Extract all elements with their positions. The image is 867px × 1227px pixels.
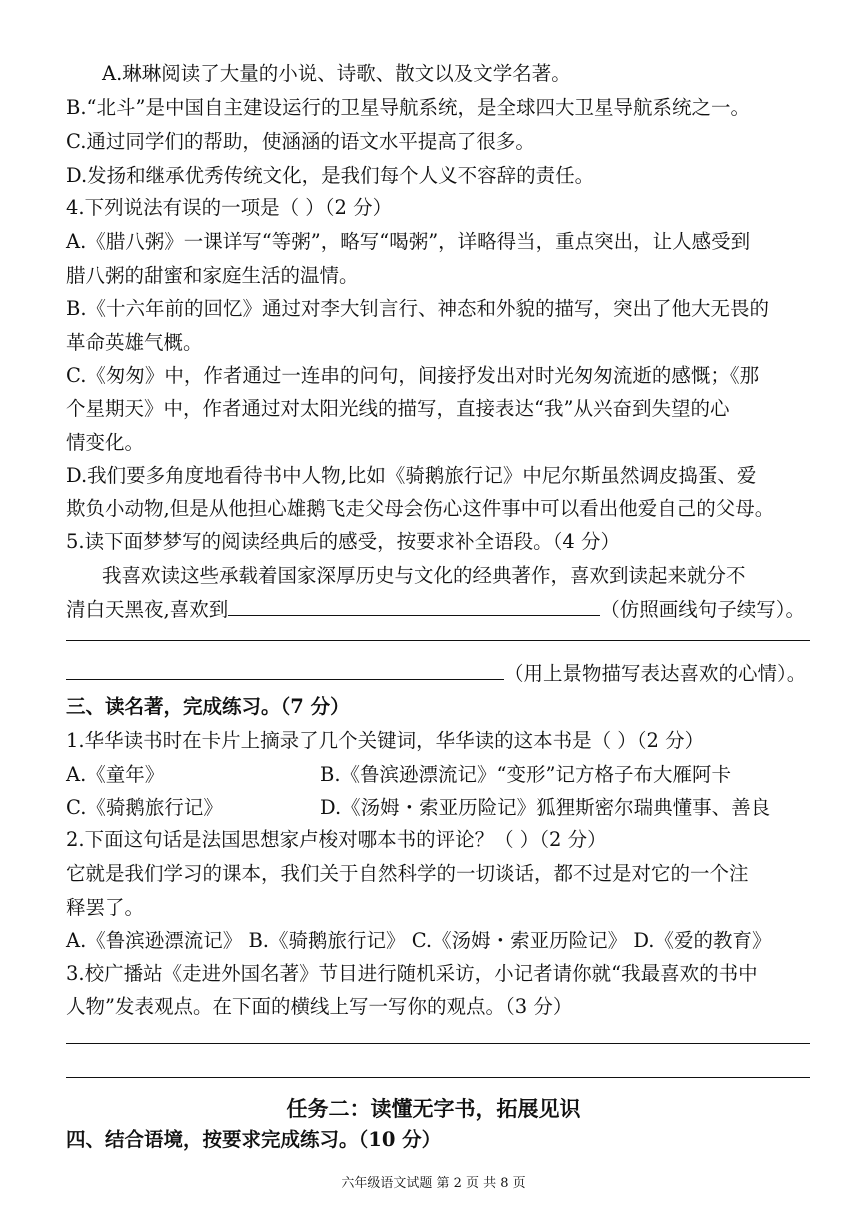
answer-blank[interactable] [228, 597, 600, 616]
s3q2-options: A.《鲁滨逊漂流记》 B.《骑鹅旅行记》 C.《汤姆・索亚历险记》 D.《爱的教育》 [66, 929, 772, 952]
option-a-sentence: A.琳琳阅读了大量的小说、诗歌、散文以及文学名著。 [102, 62, 571, 85]
option-d-sentence: D.发扬和继承优秀传统文化，是我们每个人义不容辞的责任。 [66, 164, 595, 187]
q5-instruction: （仿照画线句子续写）。 [600, 598, 805, 621]
section-3-question-2: 2.下面这句话是法国思想家卢梭对哪本书的评论？（ ）（2 分） [66, 828, 607, 851]
section-3-question-3-line2: 人物”发表观点。在下面的横线上写一写你的观点。（3 分） [66, 995, 573, 1018]
answer-line[interactable] [66, 1077, 810, 1078]
q5-instruction-2: （用上景物描写表达喜欢的心情）。 [504, 662, 807, 685]
q4-option-b-line1: B.《十六年前的回忆》通过对李大钊言行、神态和外貌的描写，突出了他大无畏的 [66, 297, 770, 320]
q5-passage-line2 [66, 597, 805, 622]
q5-passage-line1: 我喜欢读这些承载着国家深厚历史与文化的经典著作，喜欢到读起来就分不 [102, 564, 746, 587]
answer-line[interactable] [66, 640, 810, 641]
q4-option-b-line2: 革命英雄气概。 [66, 331, 203, 354]
s3q1-option-c: C.《骑鹅旅行记》 [66, 796, 223, 819]
question-4: 4.下列说法有误的一项是（ ）（2 分） [66, 196, 393, 219]
section-3-question-1: 1.华华读书时在卡片上摘录了几个关键词，华华读的这本书是（ ）（2 分） [66, 729, 705, 752]
q4-option-c-line1: C.《匆匆》中，作者通过一连串的问句，间接抒发出对时光匆匆流逝的感慨；《那 [66, 364, 760, 387]
q4-option-c-line3: 情变化。 [66, 431, 145, 454]
section-4-heading: 四、结合语境，按要求完成练习。（10 分） [66, 1128, 442, 1151]
q4-option-c-line2: 个星期天》中，作者通过对太阳光线的描写，直接表达“我”从兴奋到失望的心 [66, 397, 730, 420]
q4-option-d-line1: D.我们要多角度地看待书中人物,比如《骑鹅旅行记》中尼尔斯虽然调皮捣蛋、爱 [66, 464, 757, 487]
page-footer: 六年级语文试题 第 2 页 共 8 页 [341, 1176, 526, 1191]
section-3-heading: 三、读名著，完成练习。（7 分） [66, 695, 350, 718]
question-5: 5.读下面梦梦写的阅读经典后的感受，按要求补全语段。（4 分） [66, 530, 620, 553]
option-b-sentence: B.“北斗”是中国自主建设运行的卫星导航系统，是全球四大卫星导航系统之一。 [66, 96, 750, 119]
q5-passage-text: 清白天黑夜,喜欢到 [66, 598, 229, 621]
q5-passage-line4 [66, 661, 806, 686]
s3q1-option-a: A.《童年》 [66, 763, 165, 786]
q4-option-a-line1: A.《腊八粥》一课详写“等粥”，略写“喝粥”，详略得当，重点突出，让人感受到 [66, 230, 751, 253]
s3q1-option-d: D.《汤姆・索亚历险记》狐狸斯密尔瑞典懂事、善良 [320, 796, 771, 819]
q4-option-d-line2: 欺负小动物,但是从他担心雄鹅飞走父母会伤心这件事中可以看出他爱自己的父母。 [66, 497, 775, 520]
answer-line[interactable] [66, 1043, 810, 1044]
rousseau-quote-line2: 释罢了。 [66, 896, 145, 919]
option-c-sentence: C.通过同学们的帮助，使涵涵的语文水平提高了很多。 [66, 130, 535, 153]
q4-option-a-line2: 腊八粥的甜蜜和家庭生活的温情。 [66, 264, 359, 287]
task-2-title: 任务二：读懂无字书，拓展见识 [286, 1096, 581, 1121]
section-3-question-3-line1: 3.校广播站《走进外国名著》节目进行随机采访，小记者请你就“我最喜欢的书中 [66, 962, 758, 985]
s3q1-option-b: B.《鲁滨逊漂流记》“变形”记方格子布大雁阿卡 [320, 763, 731, 786]
answer-blank[interactable] [66, 661, 504, 680]
rousseau-quote-line1: 它就是我们学习的课本，我们关于自然科学的一切谈话，都不过是对它的一个注 [66, 862, 749, 885]
